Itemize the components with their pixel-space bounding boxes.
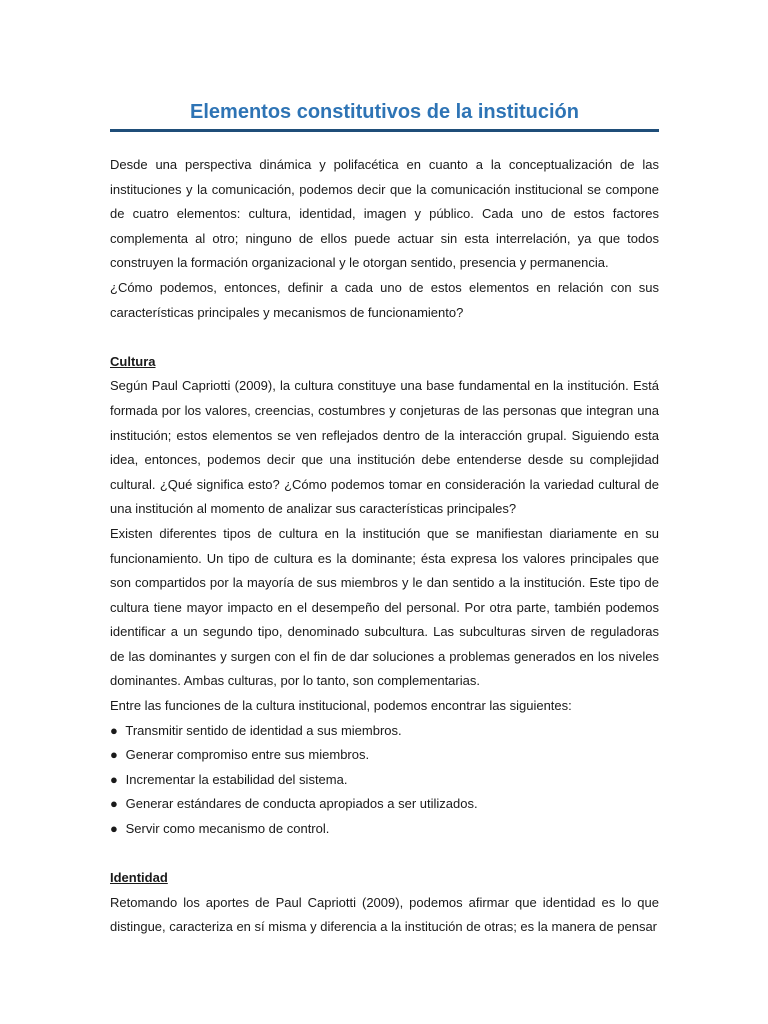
- cultura-heading: Cultura: [110, 353, 156, 369]
- cultura-paragraph-2: Existen diferentes tipos de cultura en la institución que se manifiestan diariamente en su funcionamiento. Un tipo de cultura es la dominante; ésta expresa los valores principales que son compartidos por la mayoría de sus miembros y le dan sentido a la institución. Este tipo de cultura tiene mayor impacto en el desempeño del personal. Por otra parte, también podemos identificar a un segundo tipo, denominado subcultura. Las subculturas sirven de reguladoras de las dominantes y surgen con el fin de dar soluciones a problemas generados en los niveles dominantes. Ambas culturas, por lo tanto, son complementarias.: [110, 525, 659, 689]
- list-item-text: Servir como mecanismo de control.: [125, 821, 330, 837]
- list-item: [110, 768, 659, 793]
- list-item-text: Transmitir sentido de identidad a sus miembros.: [125, 722, 402, 738]
- cultura-paragraph-1: Según Paul Capriotti (2009), la cultura constituye una base fundamental en la institución. Está formada por los valores, creencias, costumbres y conjeturas de las personas que integran una institución; estos elementos se ven reflejados dentro de la interacción grupal. Siguiendo esta idea, entonces, podemos decir que una institución debe entenderse desde su complejidad cultural. ¿Qué significa esto? ¿Cómo podemos tomar en consideración la variedad cultural de una institución al momento de analizar sus características principales?: [110, 378, 659, 517]
- list-item-text: Generar estándares de conducta apropiados a ser utilizados.: [125, 796, 478, 812]
- bullet-icon: ●: [110, 796, 118, 812]
- document-content: [110, 98, 659, 940]
- intro-paragraph-1: Desde una perspectiva dinámica y polifacética en cuanto a la conceptualización de las instituciones y la comunicación, podemos decir que la comunicación institucional se compone de cuatro elementos: cultura, identidad, imagen y público. Cada uno de estos factores complementa al otro; ninguno de ellos puede actuar sin esta interrelación, ya que todos construyen la formación organizacional y le otorgan sentido, presencia y permanencia.: [110, 157, 659, 271]
- list-item-text: Incrementar la estabilidad del sistema.: [125, 771, 348, 787]
- list-item: [110, 743, 659, 768]
- list-item: [110, 817, 659, 842]
- list-item-text: Generar compromiso entre sus miembros.: [125, 747, 370, 763]
- identidad-heading: Identidad: [110, 870, 168, 886]
- bullet-icon: ●: [110, 747, 118, 763]
- section-gap: [110, 325, 659, 350]
- intro-paragraph-2: ¿Cómo podemos, entonces, definir a cada uno de estos elementos en relación con sus características principales y mecanismos de funcionamiento?: [110, 279, 659, 320]
- bullet-icon: ●: [110, 821, 118, 837]
- bullet-icon: ●: [110, 771, 118, 787]
- document-title: Elementos constitutivos de la institución: [110, 98, 659, 132]
- document-body: [110, 153, 659, 940]
- list-item: [110, 792, 659, 817]
- section-gap: [110, 842, 659, 867]
- bullet-icon: ●: [110, 722, 118, 738]
- cultura-functions-list: [110, 719, 659, 842]
- identidad-paragraph-1: Retomando los aportes de Paul Capriotti (2009), podemos afirmar que identidad es lo que distingue, caracteriza en sí misma y diferencia a la institución de otras; es la manera de pensar: [110, 894, 659, 935]
- cultura-paragraph-3: Entre las funciones de la cultura institucional, podemos encontrar las siguientes:: [110, 698, 572, 714]
- list-item: [110, 719, 659, 744]
